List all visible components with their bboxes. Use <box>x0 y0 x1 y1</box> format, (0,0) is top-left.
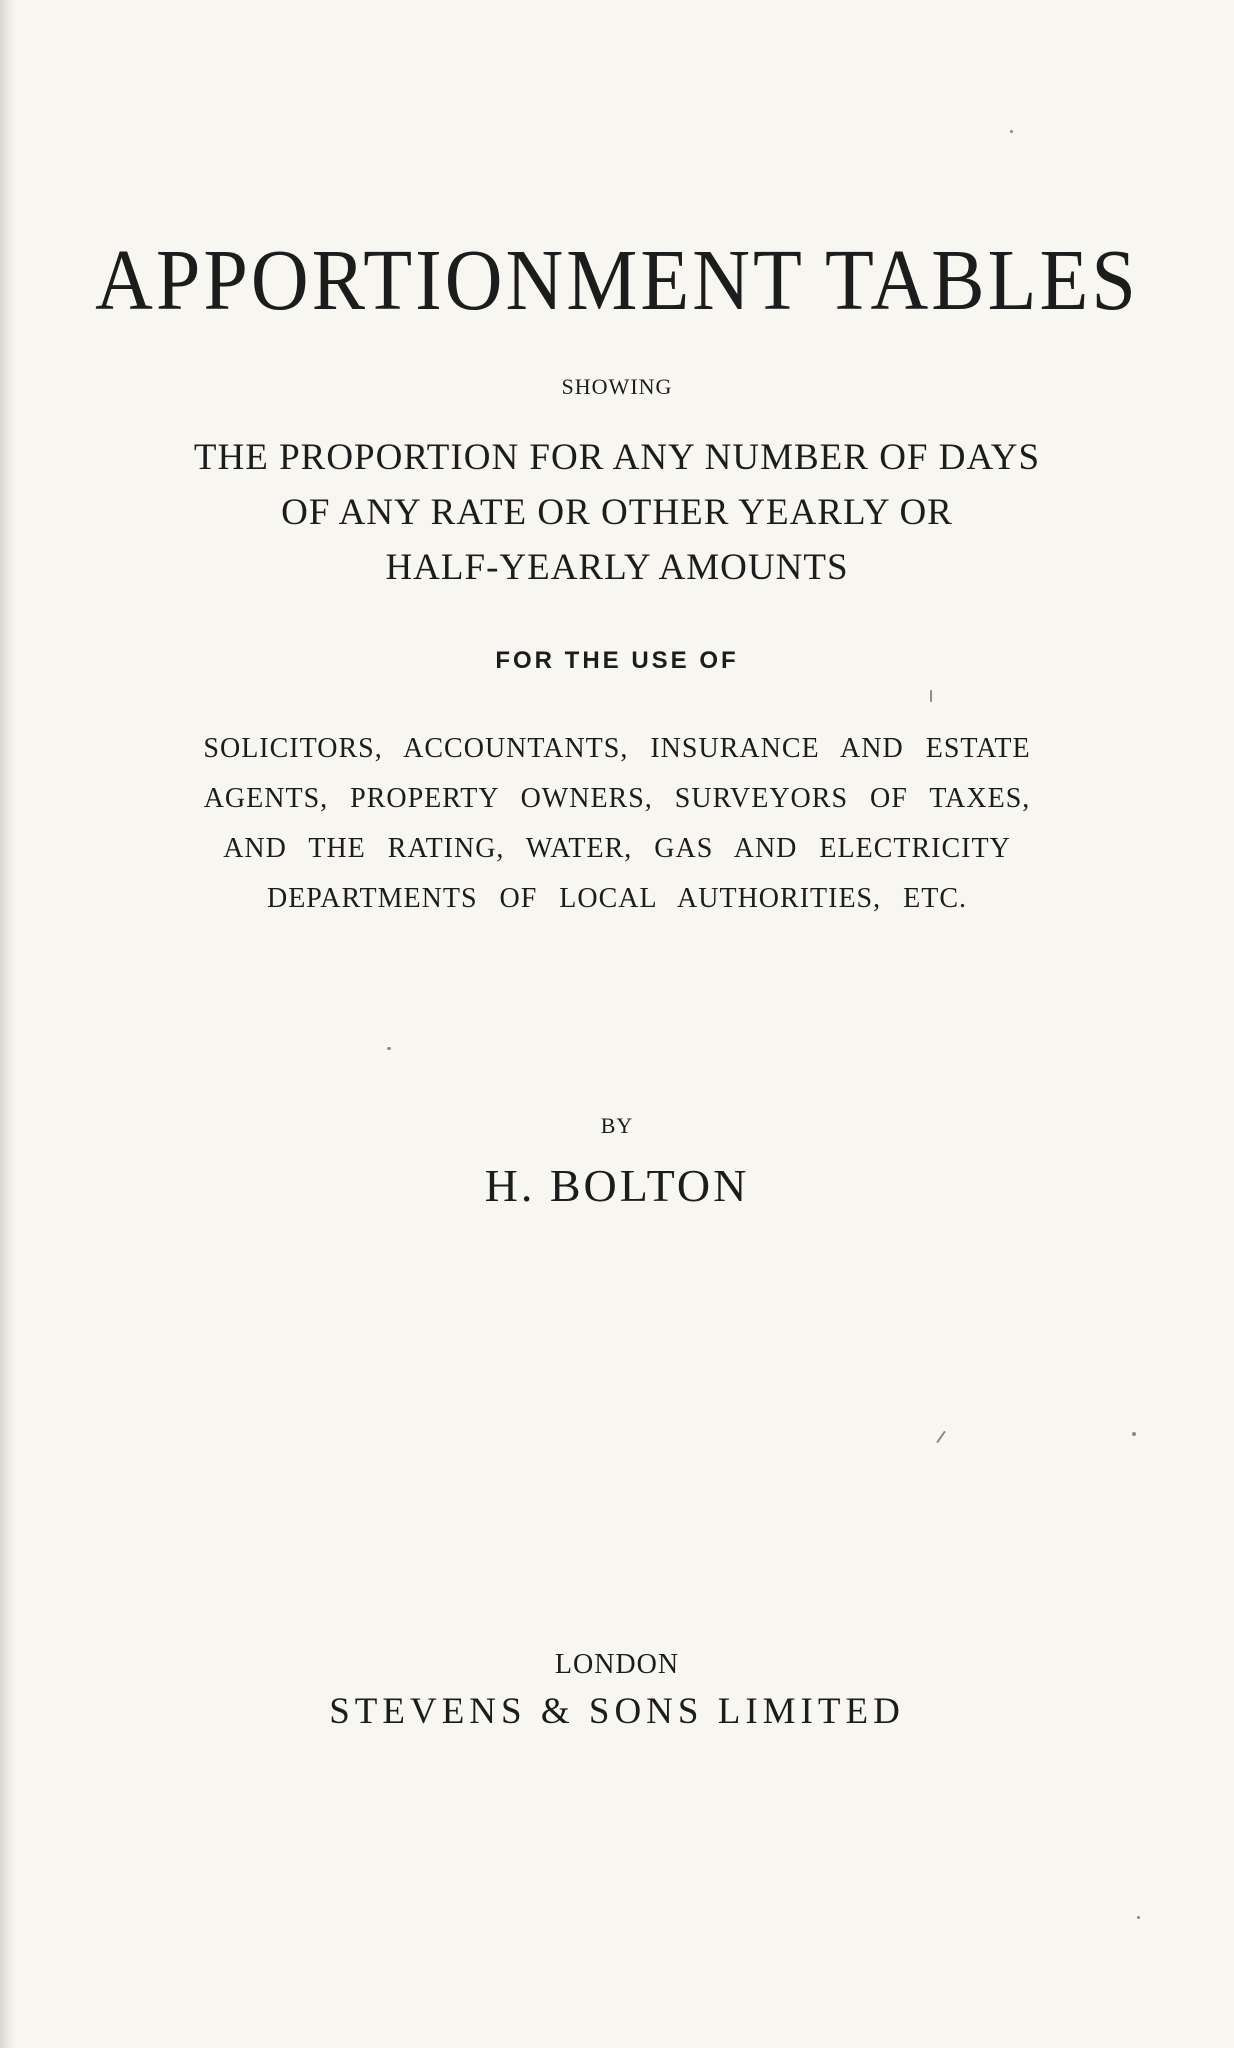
paper-speck <box>1010 130 1013 133</box>
by-label: BY <box>600 1113 634 1138</box>
audience-line-2: AGENTS, PROPERTY OWNERS, SURVEYORS OF TAXES, <box>203 783 1031 814</box>
audience-line-1: SOLICITORS, ACCOUNTANTS, INSURANCE AND ESTATE <box>203 733 1031 764</box>
paper-speck <box>936 1431 946 1444</box>
publisher-city: LONDON <box>554 1649 680 1680</box>
author-name: H. BOLTON <box>484 1160 750 1211</box>
for-use-of-heading: FOR THE USE OF <box>495 647 739 674</box>
proportion-line-2: OF ANY RATE OR OTHER YEARLY OR <box>281 492 953 533</box>
proportion-line-1: THE PROPORTION FOR ANY NUMBER OF DAYS <box>193 437 1041 478</box>
proportion-line-3: HALF-YEARLY AMOUNTS <box>385 547 849 588</box>
showing-label: SHOWING <box>561 374 673 399</box>
paper-speck <box>930 690 932 702</box>
audience-line-4: DEPARTMENTS OF LOCAL AUTHORITIES, ETC. <box>266 883 968 914</box>
publisher-name: STEVENS & SONS LIMITED <box>329 1691 905 1732</box>
paper-speck <box>387 1047 391 1050</box>
paper-speck <box>1137 1916 1140 1919</box>
paper-speck <box>1132 1432 1136 1436</box>
audience-line-3: AND THE RATING, WATER, GAS AND ELECTRICITY <box>223 833 1011 864</box>
book-title: APPORTIONMENT TABLES <box>95 233 1139 329</box>
